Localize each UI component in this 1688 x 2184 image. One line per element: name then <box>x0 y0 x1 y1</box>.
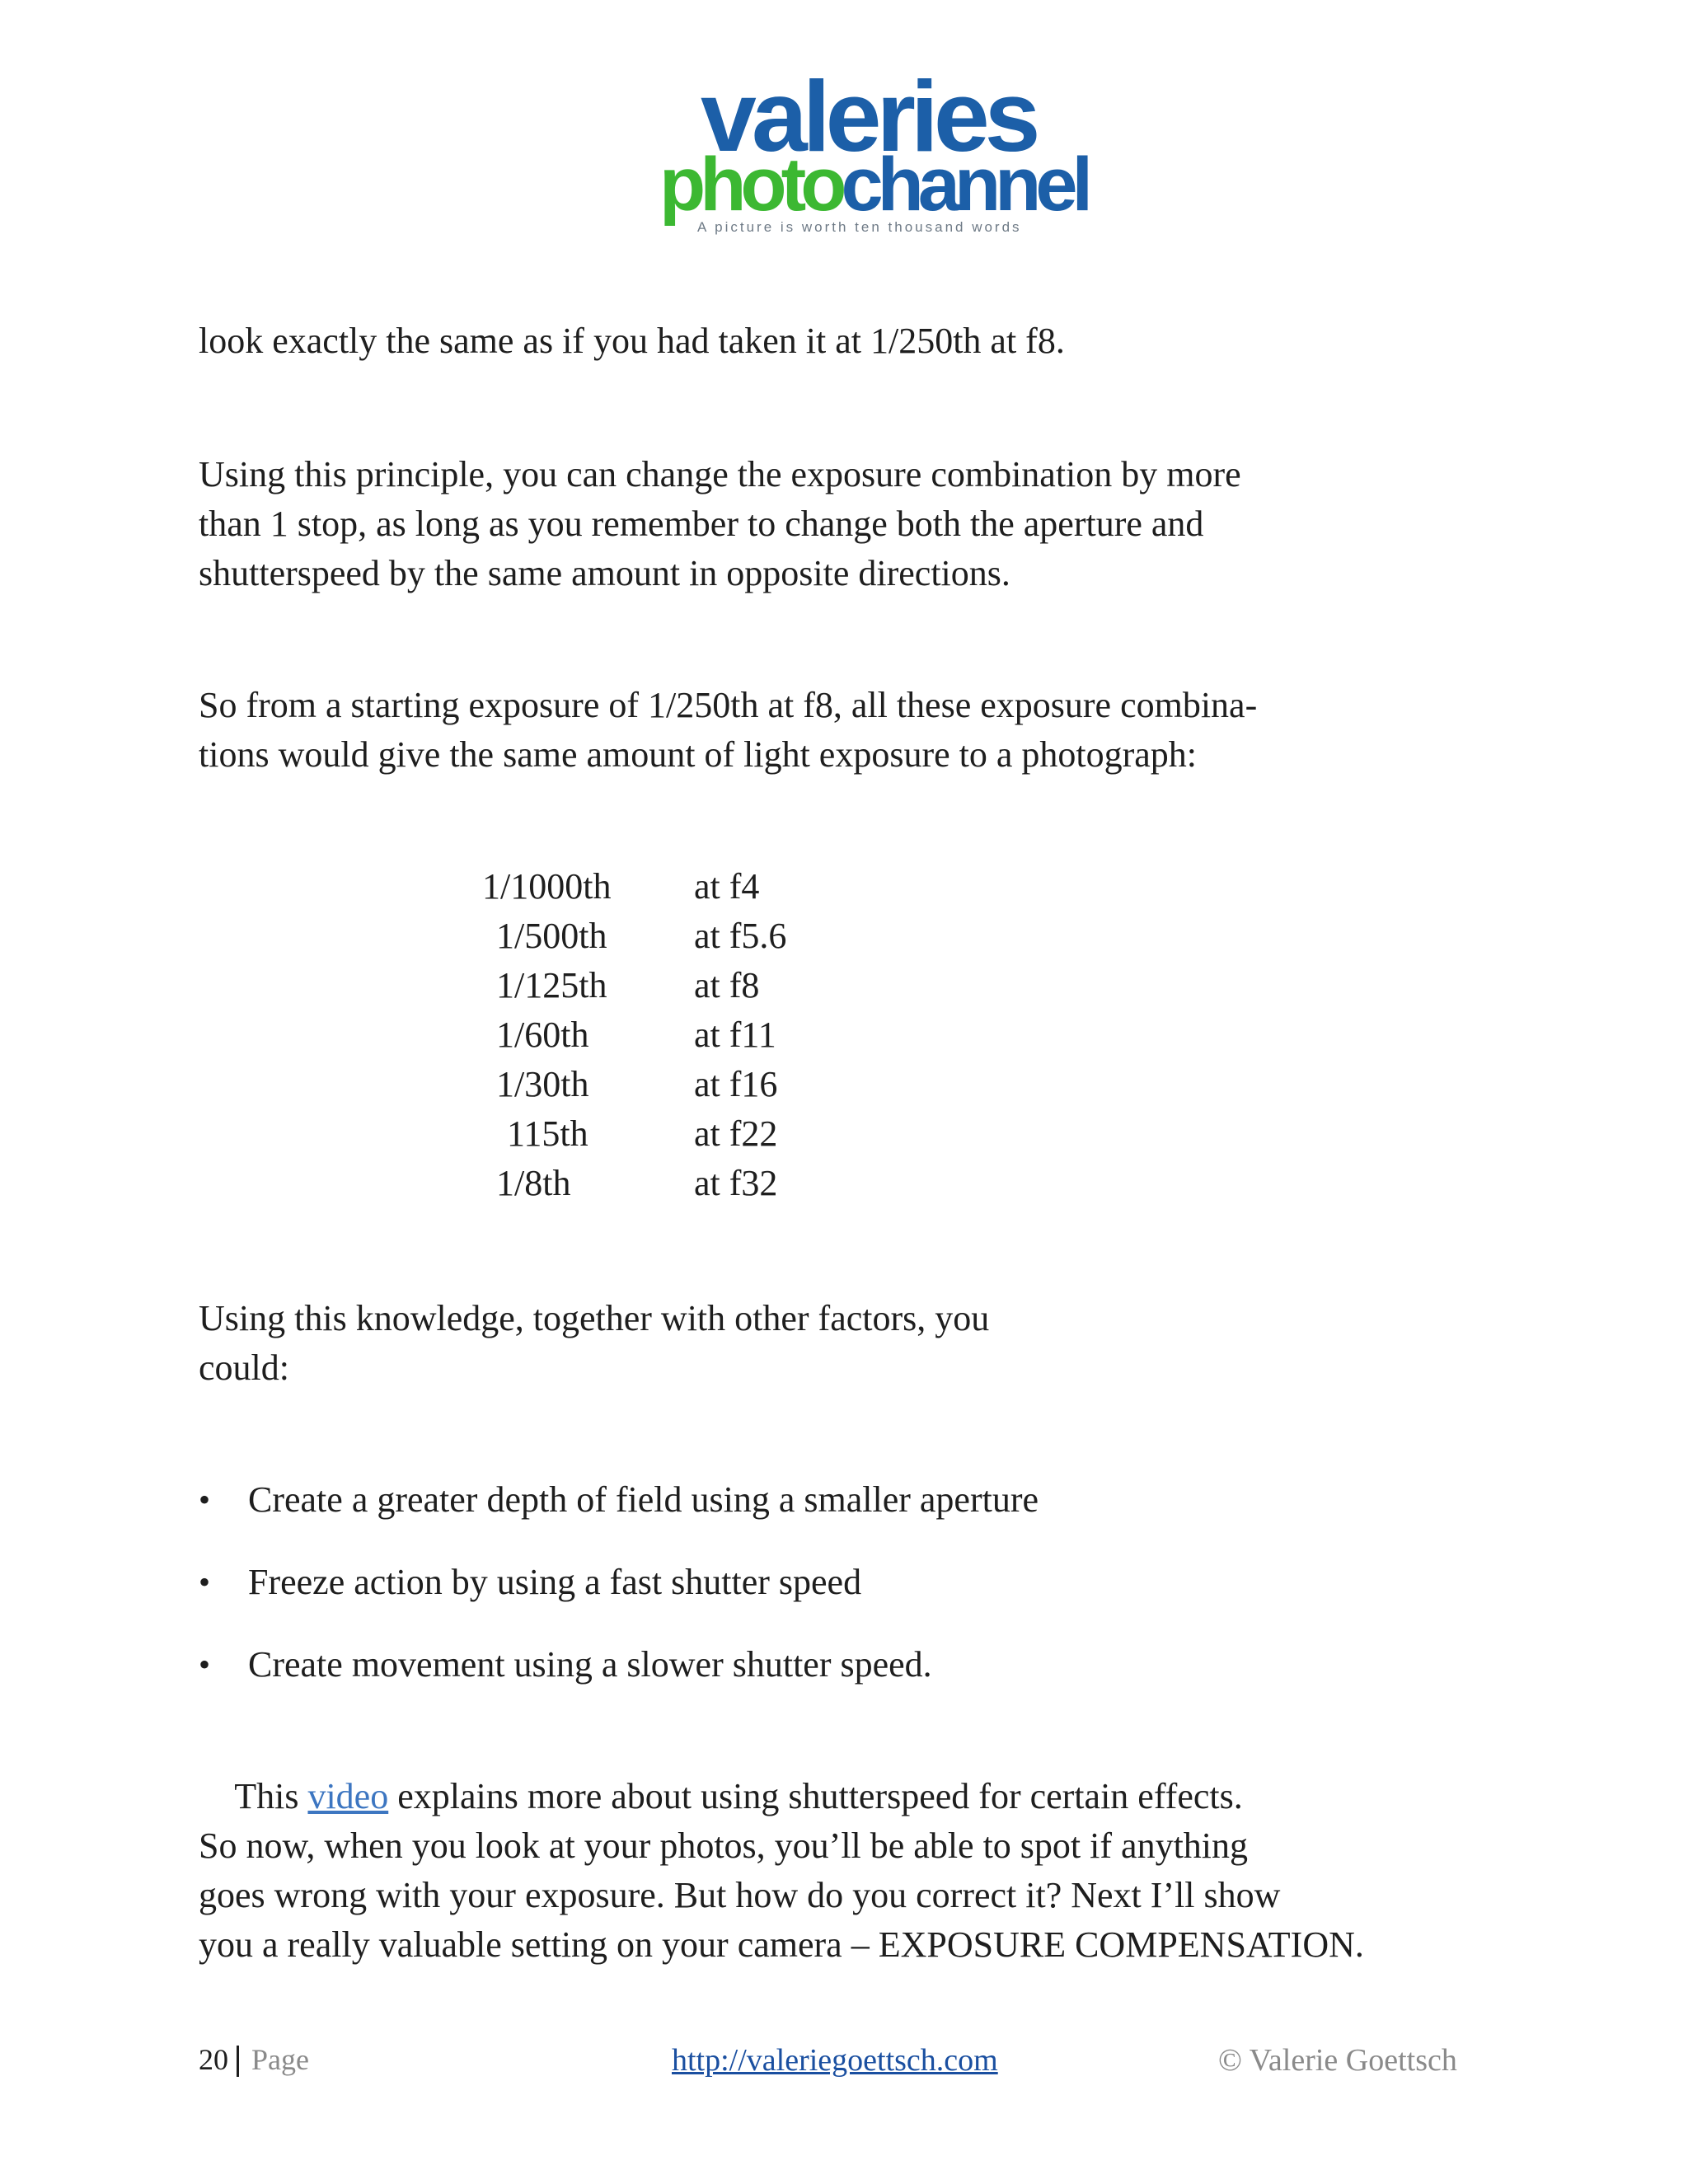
paragraph-line: So now, when you look at your photos, you’ll be able to spot if anything <box>199 1825 1249 1866</box>
paragraph-intro <box>199 316 1517 366</box>
footer-divider <box>237 2046 239 2077</box>
paragraph-combinations <box>199 681 1517 780</box>
paragraph-line: look exactly the same as if you had taken it at 1/250th at f8. <box>199 321 1065 361</box>
aperture-value: at f22 <box>694 1113 778 1154</box>
list-item-text: Freeze action by using a fast shutter speed <box>248 1562 862 1602</box>
copyright-notice: © Valerie Goettsch <box>1218 2043 1457 2078</box>
logo-tagline: A picture is worth ten thousand words <box>697 219 1022 235</box>
paragraph-line: than 1 stop, as long as you remember to change both the aperture and <box>199 504 1204 544</box>
logo-word-channel: channel <box>841 143 1088 227</box>
shutter-speed: 1/30th <box>496 1064 589 1104</box>
shutter-speed: 1/1000th <box>482 866 612 907</box>
paragraph-conclusion <box>199 1821 1517 1970</box>
shutter-speed: 1/60th <box>496 1015 589 1055</box>
shutter-speed: 1/500th <box>496 916 607 956</box>
paragraph-line: goes wrong with your exposure. But how do you correct it? Next I’ll show <box>199 1875 1281 1915</box>
page-label: Page <box>251 2043 309 2076</box>
website-link[interactable]: http://valeriegoettsch.com <box>672 2043 998 2078</box>
aperture-value: at f4 <box>694 866 760 907</box>
paragraph-line: Using this knowledge, together with other factors, you <box>199 1298 990 1338</box>
logo-word-photo: photo <box>659 143 842 227</box>
paragraph-knowledge <box>199 1294 1171 1393</box>
paragraph-line: could: <box>199 1347 289 1388</box>
paragraph-text: explains more about using shutterspeed for certain effects. <box>388 1776 1243 1816</box>
paragraph-line: Using this principle, you can change the exposure combination by more <box>199 454 1241 494</box>
aperture-value: at f5.6 <box>694 916 787 956</box>
shutter-speed: 1/8th <box>496 1163 571 1203</box>
page-footer <box>0 2042 1688 2092</box>
aperture-value: at f8 <box>694 965 760 1005</box>
paragraph-text: This <box>234 1776 308 1816</box>
bullet-icon: • <box>199 1481 211 1518</box>
list-item-text: Create movement using a slower shutter speed. <box>248 1644 932 1685</box>
paragraph-line: tions would give the same amount of light exposure to a photograph: <box>199 734 1198 775</box>
paragraph-line: you a really valuable setting on your camera – EXPOSURE COMPENSATION. <box>199 1924 1364 1965</box>
logo-word-valeries: valeries <box>701 60 1036 172</box>
aperture-value: at f32 <box>694 1163 778 1203</box>
site-logo <box>659 60 1088 247</box>
bullet-icon: • <box>199 1563 211 1601</box>
shutter-speed: 115th <box>507 1113 588 1154</box>
paragraph-principle <box>199 450 1517 598</box>
list-item-text: Create a greater depth of field using a smaller aperture <box>248 1479 1039 1520</box>
bullet-icon: • <box>199 1646 211 1683</box>
page-number: 20 <box>199 2043 228 2076</box>
video-link[interactable]: video <box>307 1776 389 1816</box>
shutter-speed: 1/125th <box>496 965 607 1005</box>
paragraph-line: So from a starting exposure of 1/250th at f8, all these exposure combina- <box>199 685 1258 725</box>
aperture-value: at f16 <box>694 1064 778 1104</box>
aperture-value: at f11 <box>694 1015 776 1055</box>
paragraph-line: shutterspeed by the same amount in opposite directions. <box>199 553 1010 593</box>
